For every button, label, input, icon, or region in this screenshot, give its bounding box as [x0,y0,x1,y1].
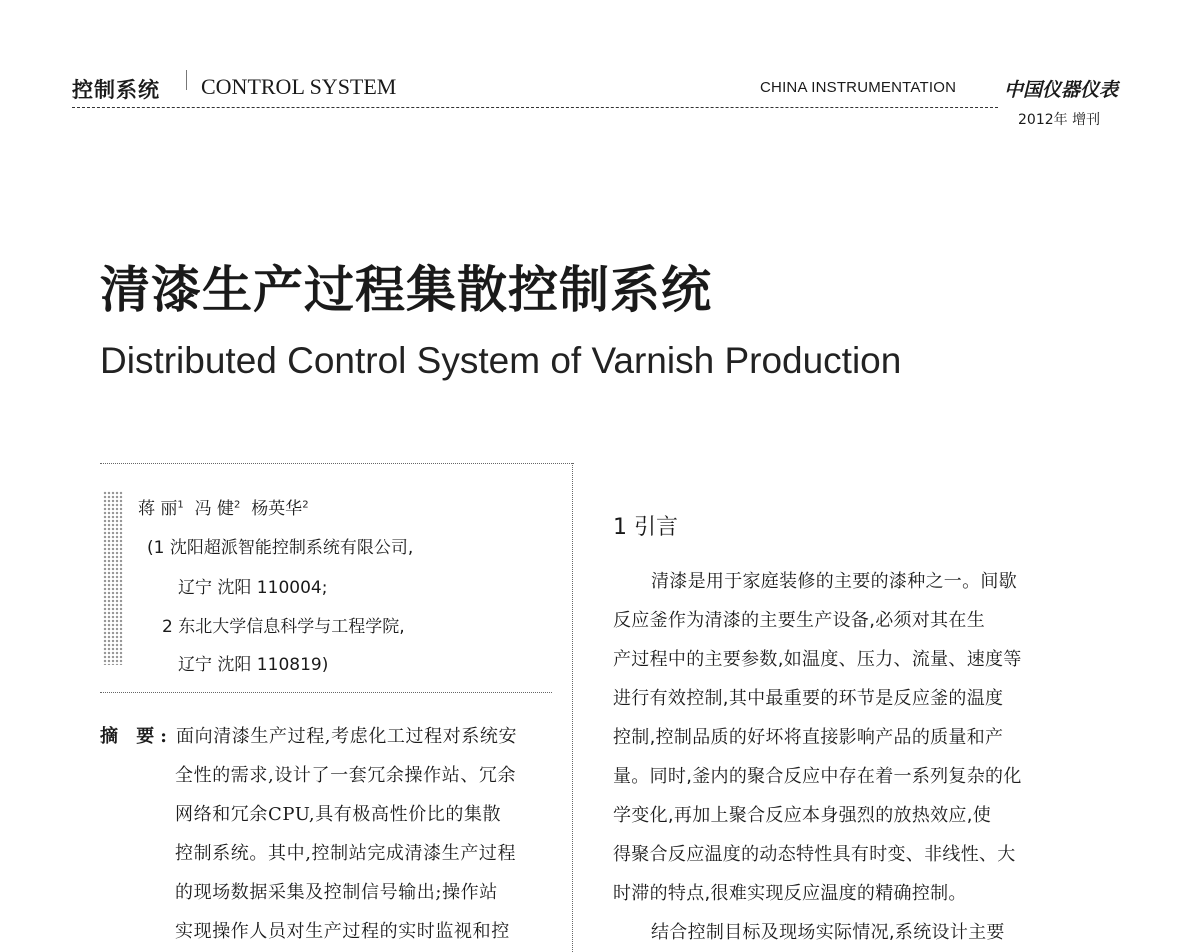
decorative-dot-pattern [103,491,123,665]
author-name: 冯 健 [194,499,234,519]
running-header-section-cn: 控制系统 [72,78,160,102]
paper-title-en: Distributed Control System of Varnish Production [100,340,902,381]
abstract-line: 的现场数据采集及控制信号输出;操作站 [175,882,498,903]
author-list [138,494,309,519]
paper-title-cn: 清漆生产过程集散控制系统 [100,261,712,319]
body-line: 反应釜作为清漆的主要生产设备,必须对其在生 [613,610,986,631]
body-line: 进行有效控制,其中最重要的环节是反应釜的温度 [613,688,1004,709]
abstract-line: 实现操作人员对生产过程的实时监视和控 [175,921,510,942]
section-heading: 1 引言 [613,515,678,540]
author-box-top-border [100,463,574,464]
body-line: 结合控制目标及现场实际情况,系统设计主要 [651,922,1005,943]
issue-label: 2012年 增刊 [1018,112,1101,128]
running-header-section-en: CONTROL SYSTEM [201,74,397,99]
author-affiliation-mark: 2 [302,499,309,511]
abstract-line: 全性的需求,设计了一套冗余操作站、冗余 [175,765,517,786]
body-line: 量。同时,釜内的聚合反应中存在着一系列复杂的化 [613,766,1022,787]
affiliation-line: 辽宁 沈阳 110004; [178,578,328,598]
author-name: 蒋 丽 [138,499,178,519]
author-affiliation-mark: 1 [177,499,184,511]
body-line: 时滞的特点,很难实现反应温度的精确控制。 [613,883,967,904]
author-box-bottom-border [100,692,552,693]
affiliation-line: 2 东北大学信息科学与工程学院, [162,617,405,637]
journal-name-en: CHINA INSTRUMENTATION [760,79,957,96]
header-separator [186,70,187,90]
body-line: 学变化,再加上聚合反应本身强烈的放热效应,使 [613,805,992,826]
body-line: 产过程中的主要参数,如温度、压力、流量、速度等 [613,649,1022,670]
author-name: 杨英华 [251,499,303,519]
affiliation-line: 辽宁 沈阳 110819) [178,655,329,675]
author-affiliation-mark: 2 [234,499,241,511]
abstract-line: 网络和冗余CPU,具有极高性价比的集散 [175,804,502,825]
abstract-line: 面向清漆生产过程,考虑化工过程对系统安 [176,726,518,747]
body-line: 控制,控制品质的好坏将直接影响产品的质量和产 [613,727,1004,748]
abstract-line: 控制系统。其中,控制站完成清漆生产过程 [175,843,517,864]
column-divider [572,463,573,952]
body-line: 得聚合反应温度的动态特性具有时变、非线性、大 [613,844,1016,865]
journal-name-cn: 中国仪器仪表 [1004,79,1119,101]
body-line: 清漆是用于家庭装修的主要的漆种之一。间歇 [651,571,1017,592]
abstract-label: 摘 要: [100,726,173,747]
affiliation-line: (1 沈阳超派智能控制系统有限公司, [147,538,414,558]
header-rule [72,107,998,108]
